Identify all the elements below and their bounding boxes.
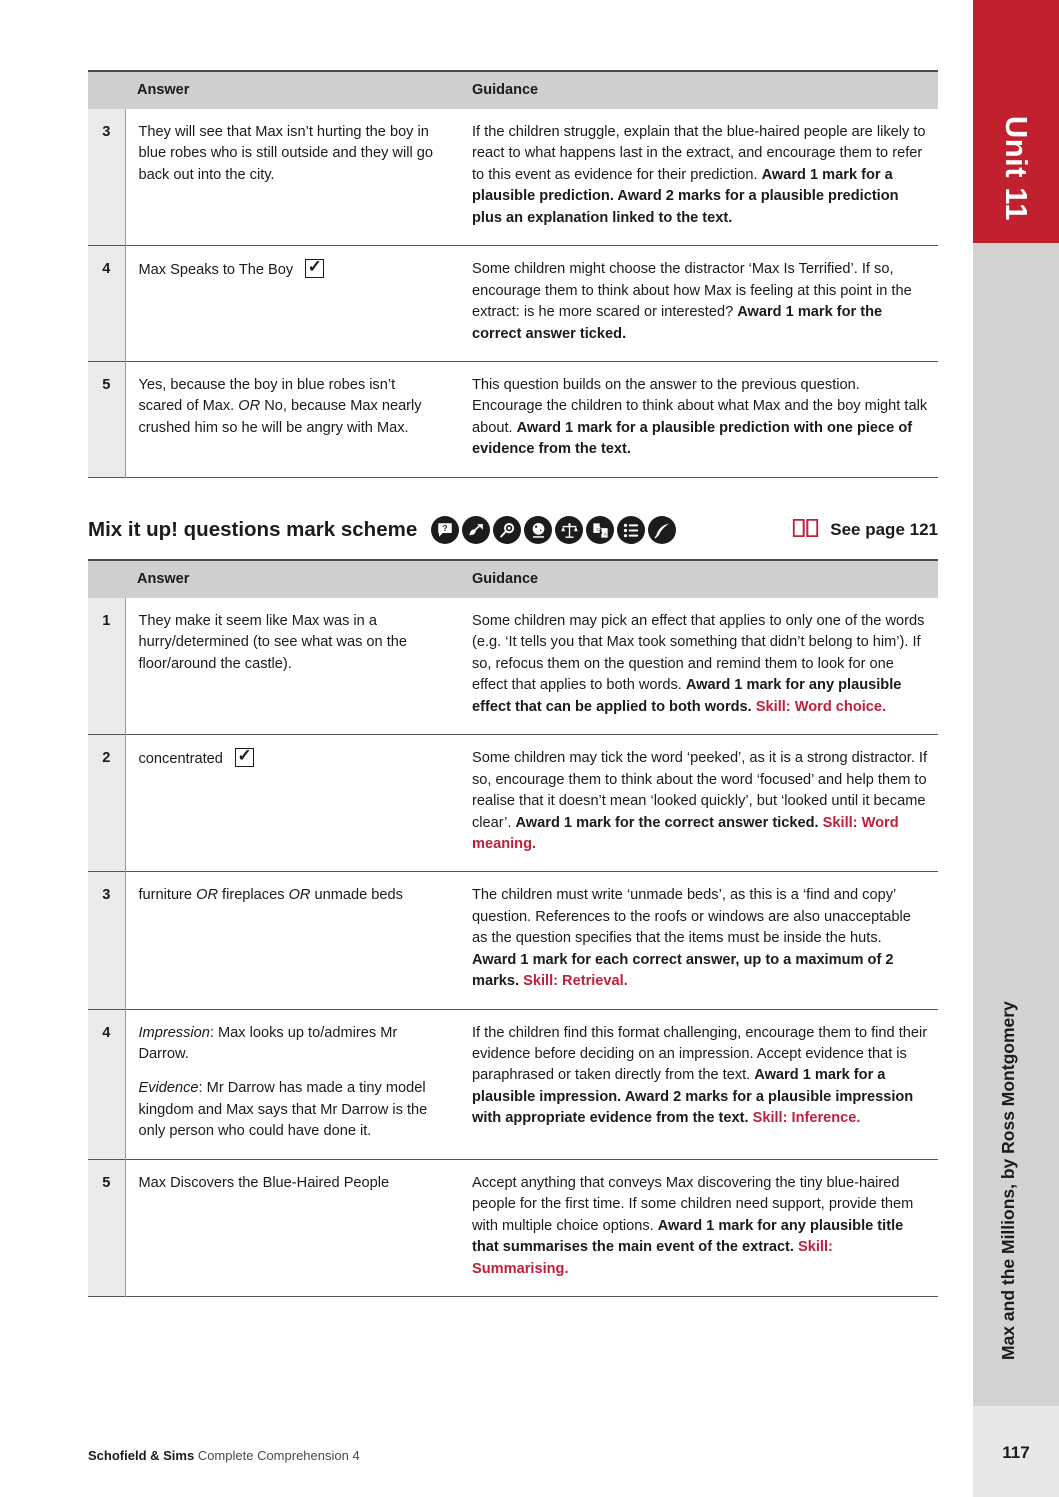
table-row: [88, 598, 938, 735]
answer-text-part-c: unmade beds: [310, 887, 403, 904]
guidance-award-text: Award 1 mark for a plausible impression. Award 2 marks for a plausible impression with appropriate evidence from the text.: [472, 1067, 914, 1127]
answer-cell: [125, 361, 458, 477]
answer-text-part-b: No, because Max nearly crushed him so he will be angry with Max.: [138, 398, 422, 436]
guidance-cell: [458, 246, 938, 362]
skill-label: Skill: Word meaning.: [472, 814, 899, 852]
skill-label: Skill: Retrieval.: [523, 973, 628, 990]
table-row: [88, 361, 938, 477]
guidance-text: The children must write ‘unmade beds’, as this is a ‘find and copy’ question. References to the roofs or windows are also unacceptable as the question specifies that the items must be inside the huts.: [472, 887, 911, 947]
answer-text: Max Speaks to The Boy: [138, 262, 294, 279]
quill-feather-icon: [648, 516, 676, 544]
mix-it-up-heading: [88, 510, 938, 550]
row-number: 1: [88, 598, 125, 735]
guidance-text: If the children find this format challenging, encourage them to find their evidence before deciding on an impression. Accept evidence that is paraphrased or taken directly from the text.: [472, 1024, 928, 1084]
guidance-cell: [458, 109, 938, 246]
impression-label: Impression: [138, 1024, 210, 1041]
answer-text-part-b: fireplaces: [217, 887, 289, 904]
footer-publisher: Schofield & Sims: [88, 1448, 195, 1463]
row-number: 3: [88, 109, 125, 246]
guidance-text: Some children might choose the distractor ‘Max Is Terrified’. If so, encourage them to think about how Max is feeling at this point in the extract: is he more scared or interested?: [472, 261, 912, 321]
crystal-ball-icon: [524, 516, 552, 544]
svg-text:C: C: [596, 527, 600, 533]
question-bubble-icon: [431, 516, 459, 544]
skill-label: Skill: Word choice.: [755, 698, 887, 715]
answer-cell: [125, 735, 458, 872]
column-header-answer: Answer: [125, 560, 458, 598]
balance-scales-icon: [555, 516, 583, 544]
guidance-award-text: Award 1 mark for any plausible effect that can be applied to both words.: [472, 677, 902, 715]
answer-cell: [125, 1009, 458, 1159]
answer-text-part-a: Yes, because the boy in blue robes isn’t scared of Max.: [138, 376, 396, 415]
guidance-award-text: Award 1 mark for the correct answer ticked.: [515, 814, 823, 831]
table-row: [88, 1159, 938, 1296]
skill-label: Skill: Summarising.: [472, 1239, 833, 1277]
page-footer: [88, 1448, 360, 1463]
answer-text: They will see that Max isn’t hurting the boy in blue robes who is still outside and they will go back out into the city.: [138, 124, 433, 183]
column-header-answer: Answer: [125, 71, 458, 109]
answer-or-connector-2: OR: [288, 887, 311, 904]
answer-cell: [125, 246, 458, 362]
answer-cell: [125, 872, 458, 1009]
svg-text:?: ?: [442, 523, 448, 533]
evidence-label: Evidence: [138, 1080, 199, 1097]
column-header-number: [88, 560, 125, 598]
table-body: [88, 109, 938, 477]
table-row: [88, 735, 938, 872]
skill-label: Skill: Inference.: [752, 1110, 861, 1127]
mark-scheme-table-one: [88, 70, 938, 478]
table-body: [88, 598, 938, 1296]
unit-label: Unit 11: [999, 115, 1034, 221]
table-header-row: [88, 560, 938, 598]
answer-text-part-a: furniture: [138, 887, 197, 904]
svg-text:A: A: [603, 531, 607, 537]
column-header-guidance: Guidance: [458, 71, 938, 109]
guidance-cell: [458, 598, 938, 735]
guidance-text: Some children may pick an effect that applies to only one of the words (e.g. ‘It tells you that Max took something that didn’t belong to him’). If so, refocus them on the question and remind them to look for one effect that applies to both words.: [472, 613, 925, 694]
right-side-rail: [965, 0, 1059, 1497]
guidance-award-text: Award 1 mark for a plausible prediction with one piece of evidence from the text.: [472, 419, 913, 458]
impression-text: : Max looks up to/admires Mr Darrow.: [138, 1024, 398, 1062]
answer-or-connector: OR: [238, 398, 261, 415]
guidance-cell: [458, 1009, 938, 1159]
table-header-row: [88, 71, 938, 109]
evidence-line: [139, 1078, 443, 1142]
open-book-icon: [792, 517, 819, 544]
row-number: 3: [88, 872, 125, 1009]
answer-cell: [125, 598, 458, 735]
guidance-cell: [458, 735, 938, 872]
bullet-list-icon: [617, 516, 645, 544]
guidance-text: This question builds on the answer to the previous question. Encourage the children to think about what Max and the boy might talk about.: [472, 376, 928, 436]
row-number: 5: [88, 361, 125, 477]
evidence-text: : Mr Darrow has made a tiny model kingdom and Max says that Mr Darrow is the only person who could have done it.: [138, 1080, 428, 1140]
mix-it-up-answers-table: [88, 559, 938, 1297]
puzzle-pieces-icon: [586, 516, 614, 544]
answer-text: They make it seem like Max was in a hurry/determined (to see what was on the floor/around the castle).: [138, 613, 408, 672]
answer-cell: [125, 1159, 458, 1296]
mark-scheme-table-two: [88, 559, 938, 1297]
guidance-text: Some children may tick the word ‘peeked’, as it is a strong distractor. If so, encourage them to think about the word ‘focused’ and help them to realise that it doesn’t mean ‘looked quickly’, but ‘looked until it became clear’.: [472, 750, 928, 831]
table-row: [88, 1009, 938, 1159]
table-row: [88, 246, 938, 362]
answer-cell: [125, 109, 458, 246]
row-number: 4: [88, 246, 125, 362]
guidance-award-text: Award 1 mark for each correct answer, up to a maximum of 2 marks.: [472, 951, 894, 990]
guidance-cell: [458, 1159, 938, 1296]
skill-icon-row: [431, 516, 676, 544]
answer-text: Max Discovers the Blue-Haired People: [138, 1174, 390, 1191]
answer-text: concentrated: [138, 751, 223, 768]
column-header-guidance: Guidance: [458, 560, 938, 598]
tick-checkbox-icon: [235, 748, 254, 767]
table-header: [88, 71, 938, 109]
magnifying-glass-icon: [493, 516, 521, 544]
table-header: [88, 560, 938, 598]
answers-table: [88, 70, 938, 478]
see-page-label: See page 121: [830, 520, 938, 539]
impression-line: [139, 1023, 443, 1066]
table-row: [88, 872, 938, 1009]
row-number: 5: [88, 1159, 125, 1296]
guidance-award-text: Award 1 mark for a plausible prediction. Award 2 marks for a plausible prediction plus an explanation linked to the text.: [472, 166, 899, 226]
guidance-award-text: Award 1 mark for any plausible title that summarises the main event of the extract.: [472, 1217, 904, 1256]
see-page-reference[interactable]: [792, 517, 938, 544]
section-title: Mix it up! questions mark scheme: [88, 518, 418, 541]
book-title-vertical: Max and the Millions, by Ross Montgomery: [997, 1001, 1018, 1360]
column-header-number: [88, 71, 125, 109]
guidance-text: If the children struggle, explain that the blue-haired people are likely to react to what happens last in the extract, and encourage them to refer to this event as evidence for their prediction.: [472, 124, 926, 183]
table-row: [88, 109, 938, 246]
guidance-cell: [458, 872, 938, 1009]
row-number: 2: [88, 735, 125, 872]
tick-checkbox-icon: [305, 259, 324, 278]
unit-tab: [973, 0, 1059, 243]
answer-or-connector: OR: [196, 887, 218, 904]
row-number: 4: [88, 1009, 125, 1159]
guidance-text: Accept anything that conveys Max discovering the tiny blue-haired people for the first time. If some children need support, provide them with multiple choice options.: [472, 1174, 914, 1234]
footer-series: Complete Comprehension 4: [194, 1448, 360, 1463]
page-number: 117: [1002, 1443, 1030, 1462]
guidance-cell: [458, 361, 938, 477]
fish-hook-icon: [462, 516, 490, 544]
guidance-award-text: Award 1 mark for the correct answer ticked.: [472, 304, 883, 342]
